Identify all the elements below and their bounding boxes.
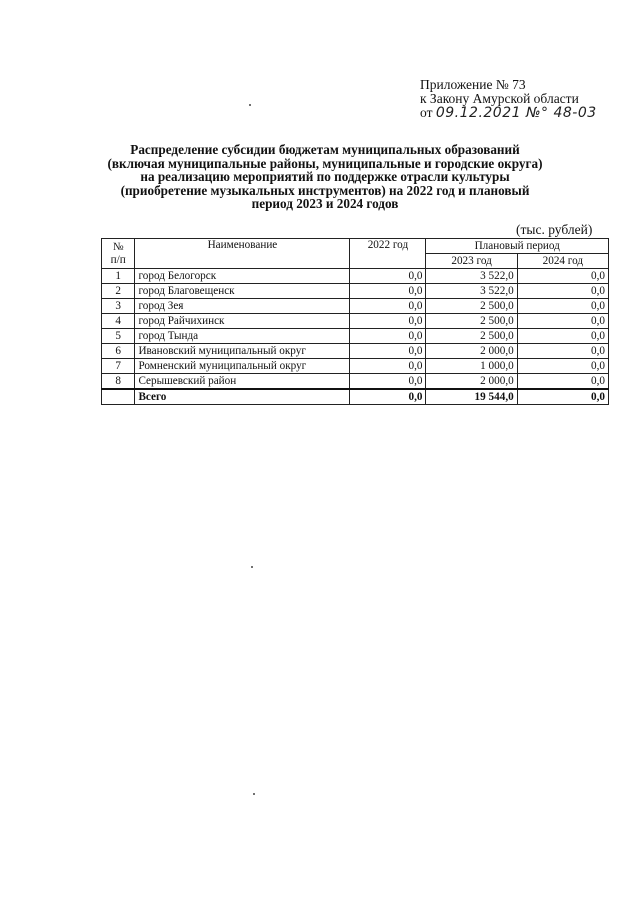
title-line: (приобретение музыкальных инструментов) на 2022 год и плановый — [120, 182, 530, 198]
row-2024: 0,0 — [517, 359, 608, 374]
total-2024: 0,0 — [517, 389, 608, 405]
title-line: Распределение субсидии бюджетам муниципальных образований — [130, 142, 520, 157]
handwritten-date-number: 09.12.2021 №° 48-03 — [435, 105, 597, 121]
total-row — [102, 389, 609, 405]
row-2022: 0,0 — [350, 359, 426, 374]
header-number — [102, 239, 135, 269]
row-2024: 0,0 — [517, 284, 608, 299]
header-2023: 2023 год — [426, 254, 517, 269]
units-label: (тыс. рублей) — [516, 222, 593, 237]
row-number: 6 — [102, 344, 135, 359]
scan-speck — [249, 104, 251, 106]
row-2022: 0,0 — [350, 344, 426, 359]
header-number-line2: п/п — [110, 253, 126, 266]
row-2024: 0,0 — [517, 329, 608, 344]
row-2024: 0,0 — [517, 374, 608, 390]
row-name: Ивановский муниципальный округ — [135, 344, 350, 359]
header-2022: 2022 год — [350, 239, 426, 269]
row-2022: 0,0 — [350, 269, 426, 284]
row-2024: 0,0 — [517, 344, 608, 359]
header-2024: 2024 год — [517, 254, 608, 269]
row-2023: 3 522,0 — [426, 284, 517, 299]
row-2023: 2 500,0 — [426, 314, 517, 329]
row-name: город Тында — [135, 329, 350, 344]
row-number: 5 — [102, 329, 135, 344]
row-2022: 0,0 — [350, 374, 426, 390]
row-name: город Райчихинск — [135, 314, 350, 329]
row-name: Ромненский муниципальный округ — [135, 359, 350, 374]
row-name: город Благовещенск — [135, 284, 350, 299]
row-2024: 0,0 — [517, 314, 608, 329]
total-label: Всего — [135, 389, 350, 405]
total-number-cell — [102, 389, 135, 405]
scan-speck — [253, 793, 255, 795]
subsidy-table — [101, 238, 609, 405]
row-name: город Зея — [135, 299, 350, 314]
title-line: (включая муниципальные районы, муниципальные и городские округа) — [107, 155, 543, 171]
appendix-number: Приложение № 73 — [420, 77, 526, 92]
row-2023: 2 000,0 — [426, 344, 517, 359]
header-name: Наименование — [135, 239, 350, 269]
appendix-header — [420, 78, 597, 120]
row-number: 2 — [102, 284, 135, 299]
appendix-date-prefix: от — [420, 105, 433, 120]
row-2023: 3 522,0 — [426, 269, 517, 284]
table-row — [102, 374, 609, 390]
table-row — [102, 299, 609, 314]
table-row — [102, 314, 609, 329]
table-row — [102, 359, 609, 374]
document-title — [90, 143, 560, 211]
table-row — [102, 269, 609, 284]
row-number: 7 — [102, 359, 135, 374]
table-row — [102, 284, 609, 299]
row-number: 3 — [102, 299, 135, 314]
title-line: период 2023 и 2024 годов — [251, 196, 399, 212]
table-row — [102, 329, 609, 344]
appendix-law-reference: к Закону Амурской области — [420, 91, 579, 106]
row-2022: 0,0 — [350, 284, 426, 299]
header-number-line1: № — [112, 240, 124, 253]
table-row — [102, 344, 609, 359]
row-number: 8 — [102, 374, 135, 390]
scan-speck — [251, 566, 253, 568]
total-2023: 19 544,0 — [426, 389, 517, 405]
row-2022: 0,0 — [350, 329, 426, 344]
row-number: 1 — [102, 269, 135, 284]
appendix-date-line — [420, 106, 597, 120]
title-line: на реализацию мероприятий по поддержке отрасли культуры — [140, 169, 510, 185]
row-2024: 0,0 — [517, 269, 608, 284]
row-2023: 1 000,0 — [426, 359, 517, 374]
row-2023: 2 500,0 — [426, 329, 517, 344]
row-number: 4 — [102, 314, 135, 329]
row-2023: 2 500,0 — [426, 299, 517, 314]
row-2022: 0,0 — [350, 299, 426, 314]
total-2022: 0,0 — [350, 389, 426, 405]
row-2022: 0,0 — [350, 314, 426, 329]
header-planning-period: Плановый период — [426, 239, 609, 254]
row-2023: 2 000,0 — [426, 374, 517, 390]
row-name: Серышевский район — [135, 374, 350, 390]
row-2024: 0,0 — [517, 299, 608, 314]
row-name: город Белогорск — [135, 269, 350, 284]
